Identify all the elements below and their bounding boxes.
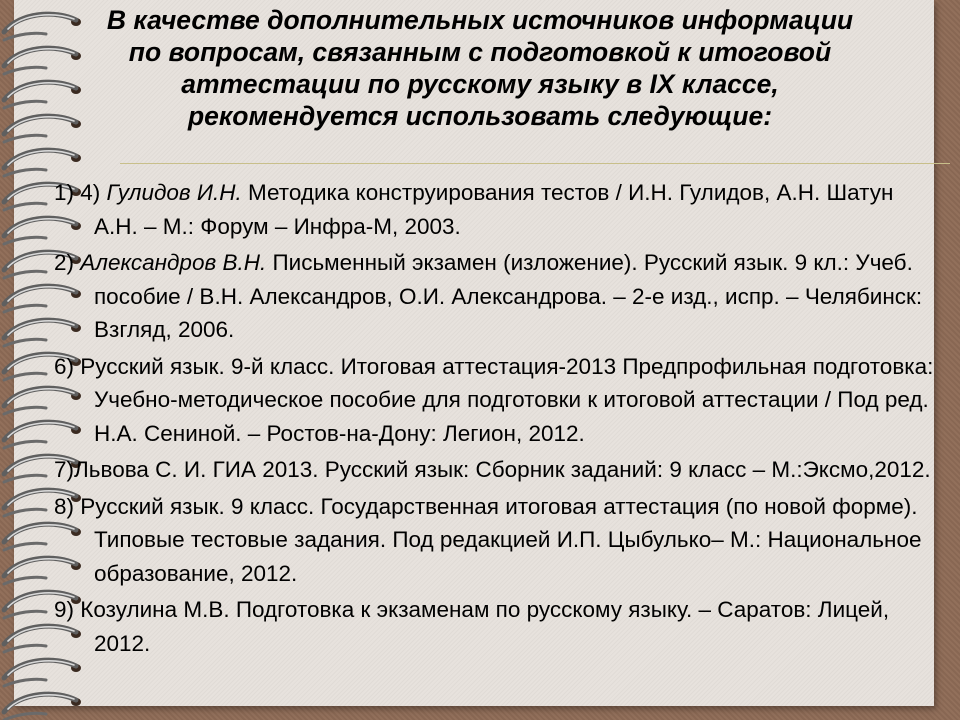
binding-ring-icon [4,660,81,686]
binding-ring-icon [4,48,81,74]
list-item [54,350,934,451]
title-divider [120,163,950,164]
page-title: В качестве дополнительных источников информации по вопросам, связанным с подготовкой к итоговой аттестации по русскому языку в IX классе, рекомендуется использовать следующие: [106,5,854,131]
item-text: Русский язык. 9-й класс. Итоговая аттестация-2013 Предпрофильная подготовка: Учебно-методическое пособие для подготовки к итоговой аттестации / Под ред. Н.А. Сениной. – Ростов-на-Дону: Легион, 2012. [80,353,934,446]
item-number: 6) [54,353,81,379]
item-text: Методика конструирования тестов / И.Н. Гулидов, А.Н. Шатун А.Н. – М.: Форум – Инфра-М, 2003. [94,180,894,239]
item-text: Письменный экзамен (изложение). Русский язык. 9 кл.: Учеб. пособие / В.Н. Александров, О.И. Александрова. – 2-е изд., испр. – Челябинск: Взгляд, 2006. [94,250,923,342]
list-item [54,593,934,660]
item-text: Козулина М.В. Подготовка к экзаменам по русскому языку. – Саратов: Лицей, 2012. [80,597,890,656]
item-number: 9) [54,597,81,622]
item-number: 2) [54,250,81,275]
list-item [54,246,934,347]
item-author: Александров В.Н. [80,250,267,275]
item-number: 7) [54,457,75,482]
binding-ring-icon [4,14,81,40]
reference-list [54,176,934,663]
item-text: Русский язык. 9 класс. Государственная итоговая аттестация (по новой форме). Типовые тестовые задания. Под редакцией И.П. Цыбулько– М.: Национальное образование, 2012. [80,493,922,586]
list-item [54,453,934,487]
item-text: Львова С. И. ГИА 2013. Русский язык: Сборник заданий: 9 класс – М.:Эксмо,2012. [74,457,931,482]
item-author: Гулидов И.Н. [106,180,242,205]
binding-ring-icon [4,82,81,108]
binding-ring-icon [4,116,81,142]
item-number: 8) [54,493,81,519]
binding-ring-icon [4,150,81,176]
list-item [54,490,934,591]
list-item [54,176,934,243]
item-number: 1) 4) [54,180,107,205]
binding-ring-icon [4,694,81,720]
